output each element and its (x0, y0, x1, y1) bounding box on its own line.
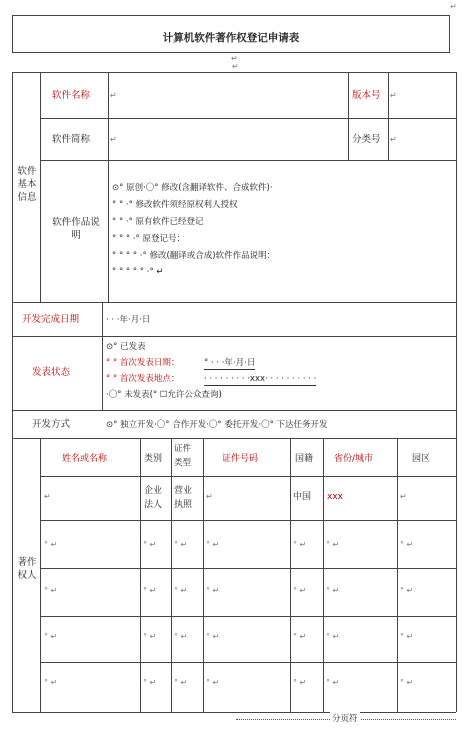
category-label: 分类号 (352, 134, 381, 145)
header-category: 类别 (144, 454, 163, 464)
header-id-type: 证件类型 (174, 444, 192, 468)
header-nationality: 国籍 (295, 454, 314, 464)
desc-empty-line: ° ° ° ° ° ·° ↵ (112, 267, 164, 277)
software-info-section-label: 软件 基本 信息 (17, 166, 37, 203)
dev-complete-date-input[interactable]: · · ·年·月·日 (106, 315, 151, 325)
header-province: 省份/城市 (334, 454, 374, 464)
row1-category[interactable]: 企业 法人 (144, 486, 163, 510)
first-publish-place-label: ° ° 首次发表地点： (106, 374, 180, 384)
copyright-section-label: 著作 权人 (17, 557, 37, 581)
modify-desc-field[interactable]: ° ° ° ° ·° 修改(翻译或合成)软件作品说明： (112, 251, 276, 261)
header-park: 园区 (412, 454, 431, 464)
registration-number-field[interactable]: ° ° ° ·° 原登记号： (112, 234, 186, 244)
original-modify-radio[interactable]: ⊙° 原创·〇° 修改(含翻译软件、合成软件)· (112, 183, 273, 193)
dev-mode-radio-group[interactable]: ⊙° 独立开发·〇° 合作开发·〇° 委托开发·〇° 下达任务开发 (106, 420, 328, 430)
first-publish-date-label: ° ° 首次发表日期： (106, 358, 180, 368)
paragraph-mark: ↵ (450, 2, 457, 11)
row1-province[interactable]: xxx (327, 492, 343, 502)
modify-authorized-option[interactable]: ° ° ·° 修改软件须经原权利人授权 (112, 200, 238, 210)
first-publish-date-input[interactable]: ° · · ·年·月·日 (204, 358, 256, 368)
dev-complete-date-label: 开发完成日期 (22, 314, 80, 325)
row1-name-input[interactable]: ↵ (44, 492, 51, 501)
row1-nationality[interactable]: 中国 (293, 492, 312, 502)
row1-park-input[interactable]: ↵ (400, 492, 407, 501)
header-id-number: 证件号码 (222, 454, 259, 464)
row1-id-type[interactable]: 营业 执照 (174, 486, 193, 510)
category-input[interactable]: ↵ (390, 135, 397, 144)
paragraph-mark: ↵ (231, 54, 238, 63)
short-name-label: 软件简称 (52, 134, 91, 145)
previously-registered-option[interactable]: ° ° ·° 原有软件已经登记 (112, 217, 204, 227)
title-box (12, 15, 450, 63)
dev-mode-label: 开发方式 (32, 419, 71, 430)
software-name-input[interactable]: ↵ (110, 91, 117, 100)
unpublished-radio[interactable]: ·〇° 未发表(° ☐允许公众查询) (106, 390, 222, 400)
paragraph-mark: ↵ (232, 62, 239, 71)
version-label: 版本号 (352, 90, 381, 101)
row1-id-number-input[interactable]: ↵ (206, 492, 213, 501)
short-name-input[interactable]: ↵ (110, 135, 117, 144)
page-break-label: 分页符 (332, 714, 358, 724)
version-input[interactable]: ↵ (390, 91, 397, 100)
software-name-label: 软件名称 (52, 90, 91, 101)
header-name: 姓名或名称 (62, 454, 108, 464)
first-publish-place-input[interactable]: · · · · · · · · ·xxx· · · · · · · · · · (204, 374, 317, 384)
form-title: 计算机软件著作权登记申请表 (162, 32, 300, 44)
publish-status-label: 发表状态 (32, 367, 71, 378)
published-radio[interactable]: ⊙° 已发表 (106, 342, 146, 352)
software-desc-label: 软件作品说 明 (52, 217, 100, 241)
